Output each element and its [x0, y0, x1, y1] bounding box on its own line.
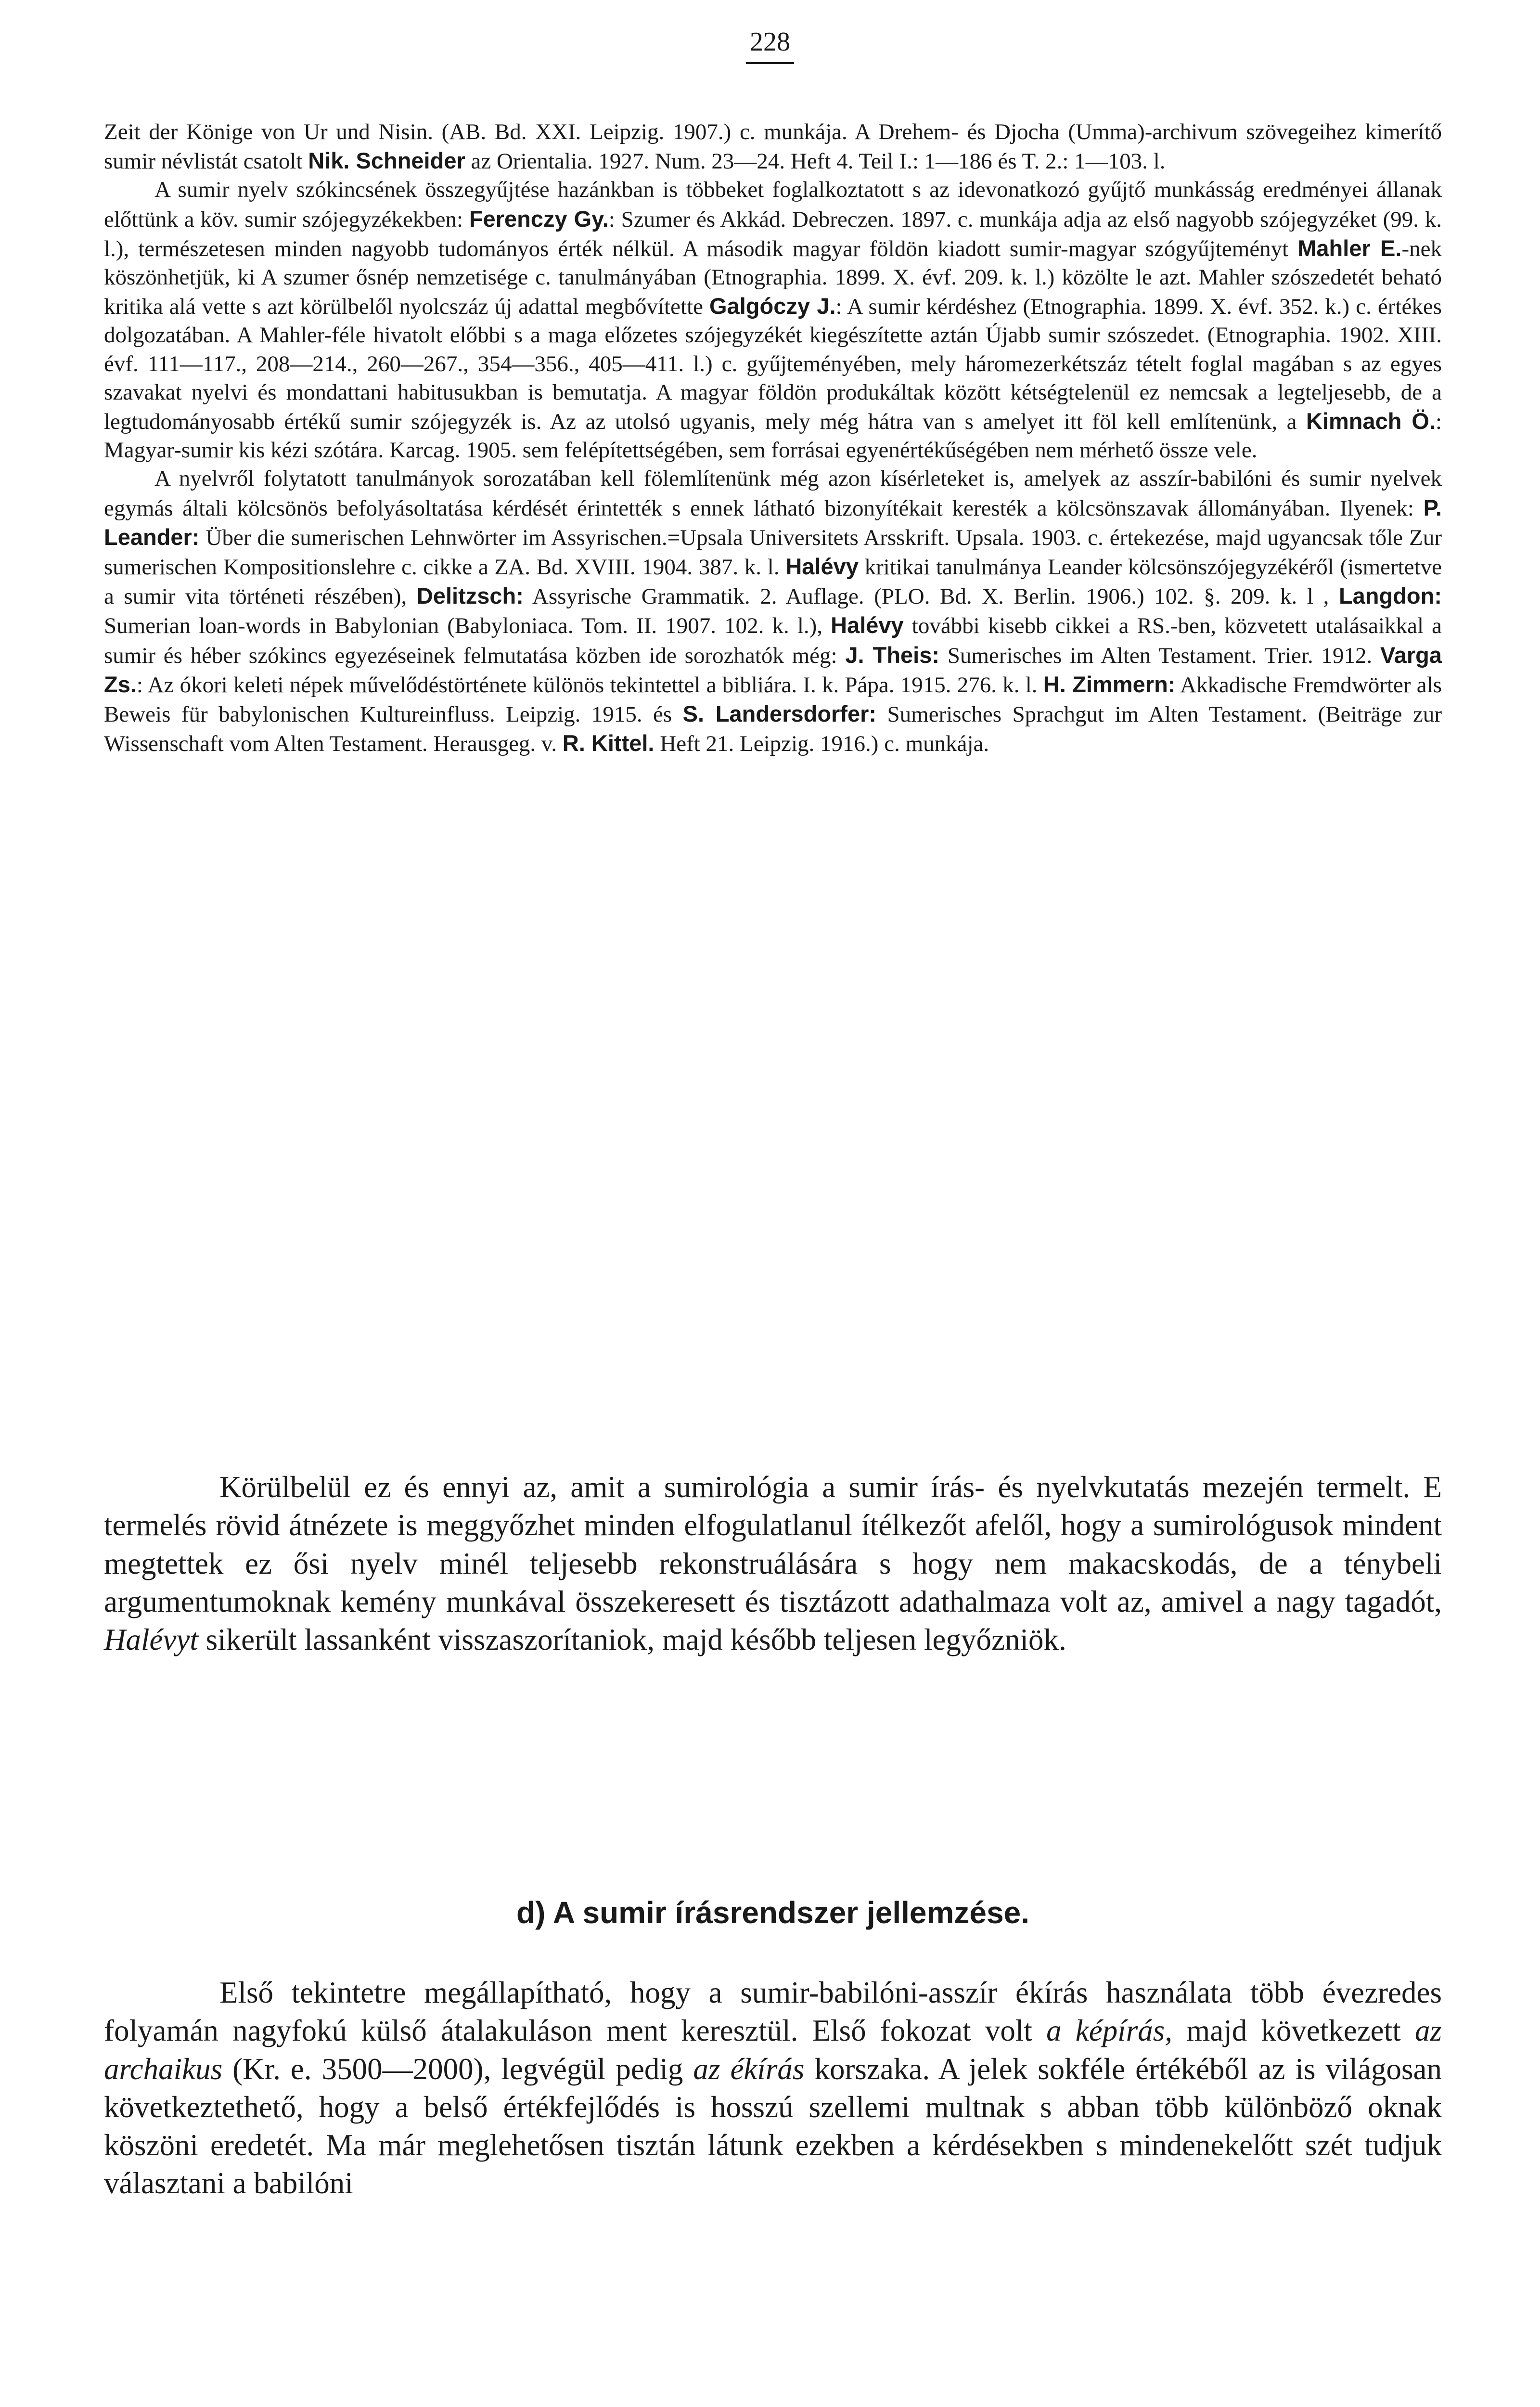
- text-run: Első tekintetre megállapítható, hogy a sumir-babilóni-asszír ékírás használata több évezredes folyamán nagyfokú külső átalakuláson ment keresztül. Első fokozat volt: [104, 1976, 1442, 2048]
- text-run: Akkadische Fremdwörter als Beweis für babylonischen Kultureinfluss. Leipzig. 1915. és: [104, 672, 1442, 727]
- text-run: sikerült lassanként visszaszorítaniok, majd később teljesen legyőzniök.: [198, 1623, 1066, 1657]
- text-run: Halévyt: [104, 1623, 198, 1657]
- footnote-paragraph-3: [104, 465, 1442, 758]
- text-run: (Kr. e. 3500—2000), legvégül pedig: [222, 2052, 693, 2086]
- text-run: : Az ókori keleti népek művelődéstörténete különös tekintettel a bibliára. I. k. Pápa. 1915. 276. k. l.: [136, 672, 1043, 698]
- footnote-block: [104, 118, 1442, 758]
- text-run: Über die sumerischen Lehnwörter im Assyrischen.=Upsala Universitets Arsskrift. Upsala. 1903. c. értekezése, majd ugyancsak tőle Zur sumerischen Kompositionslehre c. cikke a ZA. Bd. XVIII. 1904. 387. k. l.: [104, 525, 1442, 580]
- text-run: H. Zimmern:: [1043, 671, 1176, 697]
- text-run: Varga Zs.: [104, 642, 1442, 697]
- text-run: -nek köszönhetjük, ki A szumer ősnép nemzetisége c. tanulmányában (Etnographia. 1899. X. évf. 209. k. l.) közölte le azt. Mahler szószedetét beható kritika alá vette s azt körülbelől nyolcszáz új adattal megbővítette: [104, 236, 1442, 320]
- text-run: Delitzsch:: [416, 583, 524, 609]
- text-run: korszaka. A jelek sokféle értékéből az is világosan következtethető, hogy a belső értékfejlődés is hosszú szellemi multnak s abban több különböző oknak köszöni eredetét. Ma már meglehetősen tisztán látunk ezekben a kérdésekben s mindenekelőtt szét tudjuk választani a babilóni: [104, 2052, 1442, 2200]
- text-run: Sumerisches im Alten Testament. Trier. 1912.: [939, 643, 1380, 668]
- text-run: : Szumer és Akkád. Debreczen. 1897. c. munkája adja az első nagyobb szójegyzéket (99. k. l.), természetesen minden nagyobb tudományos érték nélkül. A második magyar földön kiadott sumir-magyar szógyűjteményt: [104, 207, 1442, 261]
- text-run: Galgóczy J.: [709, 293, 836, 319]
- text-run: S. Landersdorfer:: [682, 701, 877, 727]
- text-run: Assyrische Grammatik. 2. Auflage. (PLO. Bd. X. Berlin. 1906.) 102. §. 209. k. l ,: [523, 584, 1339, 609]
- text-run: A nyelvről folytatott tanulmányok sorozatában kell fölemlítenünk még azon kísérleteket is, amelyek az asszír-babilóni és sumir nyelvek egymás általi kölcsönös befolyásoltatása kérdését érintették s ennek látható bizonyítékait keresték a kölcsönszavak állományában. Ilyenek:: [104, 466, 1442, 521]
- text-run: Sumerian loan-words in Babylonian (Babyloniaca. Tom. II. 1907. 102. k. l.),: [104, 613, 831, 639]
- text-run: Körülbelül ez és ennyi az, amit a sumirológia a sumir írás- és nyelvkutatás mezején termelt. E termelés rövid átnézete is meggyőzhet minden elfogulatlanul ítélkezőt afelől, hogy a sumirológusok mindent megtettek ez ősi nyelv minél teljesebb rekonstruálására s hogy nem makacskodás, de a ténybeli argumentumoknak kemény munkával összekeresett és tisztázott adathalmaza volt az, amivel a nagy tagadót,: [104, 1470, 1442, 1618]
- text-run: Halévy: [831, 612, 904, 638]
- section-intro-paragraph: [104, 1974, 1442, 2203]
- conclusion-paragraph: [104, 1468, 1442, 1659]
- text-run: majd következett: [1172, 2014, 1415, 2048]
- section-body: [104, 1974, 1442, 2203]
- text-run: Mahler E.: [1297, 235, 1402, 261]
- text-run: Langdon:: [1338, 583, 1442, 609]
- text-run: Ferenczy Gy.: [469, 206, 609, 232]
- text-run: R. Kittel.: [562, 730, 654, 756]
- page-number: 228: [0, 26, 1540, 64]
- conclusion-block: [104, 1468, 1442, 1659]
- text-run: Kimnach Ö.: [1306, 408, 1436, 434]
- text-run: az Orientalia. 1927. Num. 23—24. Heft 4. Teil I.: 1—186 és T. 2.: 1—103. l.: [465, 149, 1166, 174]
- text-run: a képírás,: [1046, 2014, 1173, 2048]
- text-run: Zeit der Könige von Ur und Nisin. (AB. Bd. XXI. Leipzig. 1907.) c. munkája. A Drehem- és Djocha (Umma)-archivum szövegeihez kimerítő sumir névlistát csatolt: [104, 119, 1442, 174]
- footnote-paragraph-2: [104, 176, 1442, 465]
- text-run: Halévy: [785, 554, 859, 580]
- text-run: P. Leander:: [104, 494, 1442, 550]
- text-run: J. Theis:: [845, 642, 940, 668]
- text-run: A sumir nyelv szókincsének összegyűjtése hazánkban is többeket foglalkoztatott s az idevonatkozó gyűjtő munkásság eredményei állanak előttünk a köv. sumir szójegyzékekben:: [104, 177, 1442, 232]
- text-run: az archaikus: [104, 2014, 1442, 2086]
- footnote-paragraph-1: [104, 118, 1442, 176]
- text-run: Sumerisches Sprachgut im Alten Testament. (Beiträge zur Wissenschaft vom Alten Testament. Herausgeg. v.: [104, 702, 1442, 757]
- text-run: Heft 21. Leipzig. 1916.) c. munkája.: [654, 731, 989, 757]
- text-run: : Magyar-sumir kis kézi szótára. Karcag. 1905. sem felépítettségében, sem forrásai egyenértékűségében nem mérhető össze vele.: [104, 409, 1442, 463]
- text-run: további kisebb cikkei a RS.-ben, közvetett utalásaikkal a sumir és héber szókincs egyezéseinek felmutatása közben ide sorozhatók még:: [104, 613, 1442, 668]
- text-run: kritikai tanulmánya Leander kölcsönszójegyzékéről (ismertetve a sumir vita történeti részében),: [104, 555, 1442, 609]
- text-run: Nik. Schneider: [308, 148, 465, 174]
- section-heading: d) A sumir írásrendszer jellemzése.: [516, 1895, 1029, 1930]
- text-run: : A sumir kérdéshez (Etnographia. 1899. X. évf. 352. k.) c. értékes dolgozatában. A Mahler-féle hivatolt előbbi s a maga előzetes szójegyzékét kiegészítette aztán Újabb sumir szószedet. (Etnographia. 1902. XIII. évf. 111—117., 208—214., 260—267., 354—356., 405—411. l.) c. gyűjteményében, mely háromezerkétszáz tételt foglal magában s az egyes szavakat nyelvi és mondattani habitusukban is bemutatja. A magyar földön produkáltak között kétségtelenül ez nemcsak a legteljesebb, de a legtudományosabb értékű sumir szójegyzék is. Az az utolsó ugyanis, mely még hátra van s amelyet itt föl kell említenünk, a: [104, 294, 1442, 435]
- text-run: az ékírás: [693, 2052, 805, 2086]
